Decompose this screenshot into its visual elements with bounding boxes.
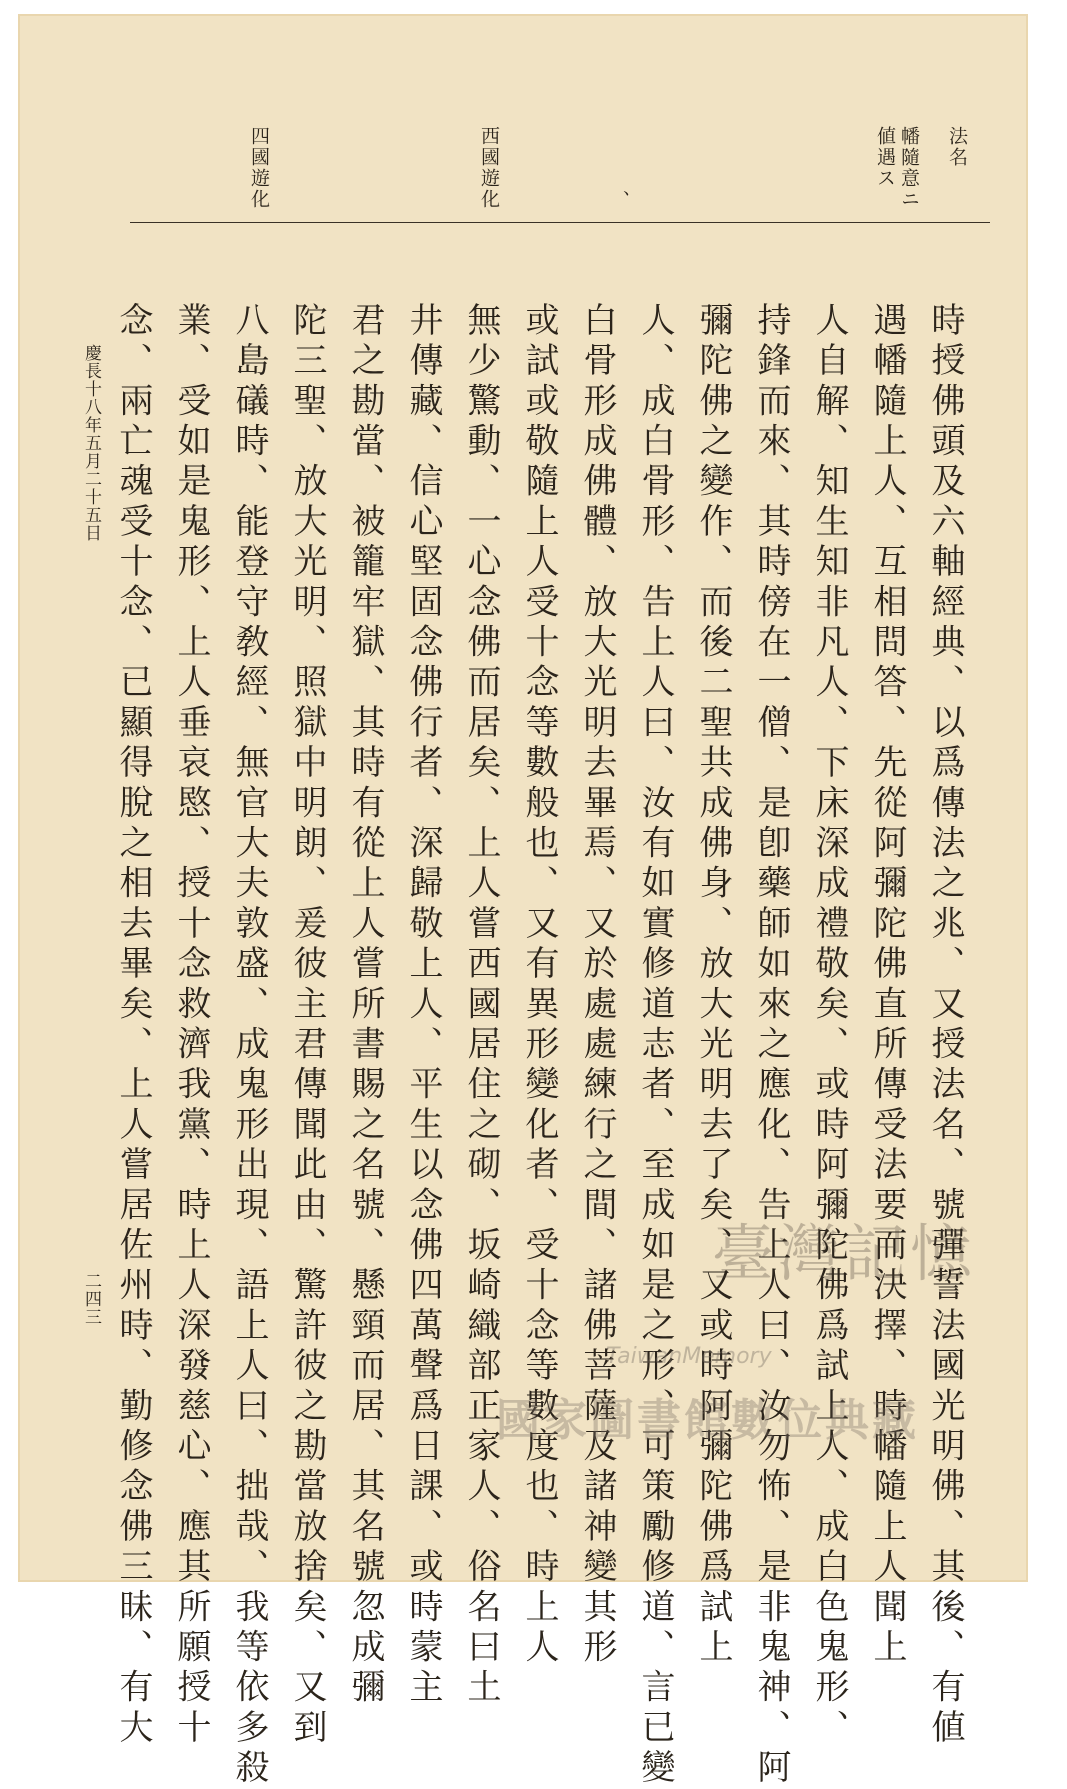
text-column-11: 君之勘當、被籠牢獄、其時有從上人嘗所書賜之名號、懸頸而居、其名號忽成彌: [345, 302, 385, 1709]
text-column-2: 遇幡隨上人、互相問答、先從阿彌陀佛直所傳受法要而決擇、時幡隨上人聞上: [867, 302, 907, 1669]
header-note-shikoku-travel: [248, 126, 270, 210]
text-column-3: 人自解、知生知非凡人、下床深成禮敬矣、或時阿彌陀佛爲試上人、成白色鬼形、: [809, 302, 849, 1750]
text-column-15: 念、兩亡魂受十念、已顯得脫之相去畢矣、上人嘗居佐州時、勤修念佛三昧、有大: [113, 302, 153, 1750]
watermark-url: TaiwanMemory: [606, 1344, 772, 1369]
watermark-text: 國家圖書館數位典藏: [496, 1395, 919, 1446]
document-page: [18, 14, 1028, 1789]
header-note-line: 幡隨意ニ: [898, 126, 920, 210]
page-number: 二四三: [81, 1272, 101, 1326]
header-note-banzui-2: [874, 126, 896, 189]
text-column-4: 持鋒而來、其時傍在一僧、是卽藥師如來之應化、告上人曰、汝勿怖、是非鬼神、阿: [751, 302, 791, 1789]
text-column-10: 井傳藏、信心堅固念佛行者、深歸敬上人、平生以念佛四萬聲爲日課、或時蒙主: [403, 302, 443, 1709]
text-column-8: 或試或敬隨上人受十念等數般也、又有異形變化者、受十念等數度也、時上人: [519, 302, 559, 1669]
text-column-14: 業、受如是鬼形、上人垂哀愍、授十念救濟我黨、時上人深發慈心、應其所願授十: [171, 302, 211, 1750]
header-note-line: 、: [608, 190, 630, 211]
header-note-line: 値遇ス: [874, 126, 896, 189]
text-column-1: 時授佛頭及六軸經典、以爲傳法之兆、又授法名、號彈誓法國光明佛、其後、有値: [925, 302, 965, 1750]
header-note-line: 四國遊化: [248, 126, 270, 210]
text-column-12: 陀三聖、放大光明、照獄中明朗、爰彼主君傳聞此由、驚許彼之勘當放捨矣、又到: [287, 302, 327, 1750]
library-watermark: [496, 1217, 996, 1464]
watermark-seal: 臺灣記憶: [711, 1217, 976, 1290]
text-column-5: 彌陀佛之變作、而後二聖共成佛身、放大光明去了矣、又或時阿彌陀佛爲試上: [693, 302, 733, 1669]
text-column-9: 無少驚動、一心念佛而居矣、上人嘗西國居住之砌、坂崎織部正家人、俗名曰土: [461, 302, 501, 1709]
header-note-west-travel: [478, 126, 500, 210]
header-note-mark: [608, 190, 630, 211]
text-column-7: 白骨形成佛體、放大光明去畢焉、又於處處練行之間、諸佛菩薩及諸神變其形: [577, 302, 617, 1669]
header-note-line: 法名: [946, 126, 968, 168]
footer-date: 慶長十八年五月二十五日: [81, 344, 101, 542]
header-divider: [130, 222, 990, 223]
text-column-13: 八島礒時、能登守敎經、無官大夫敦盛、成鬼形出現、語上人曰、拙哉、我等依多殺: [229, 302, 269, 1789]
header-note-dharma-name: [946, 126, 968, 168]
header-note-banzui: [898, 126, 920, 210]
text-column-6: 人、成白骨形、告上人曰、汝有如實修道志者、至成如是之形、可策勵修道、言已變: [635, 302, 675, 1789]
header-note-line: 西國遊化: [478, 126, 500, 210]
